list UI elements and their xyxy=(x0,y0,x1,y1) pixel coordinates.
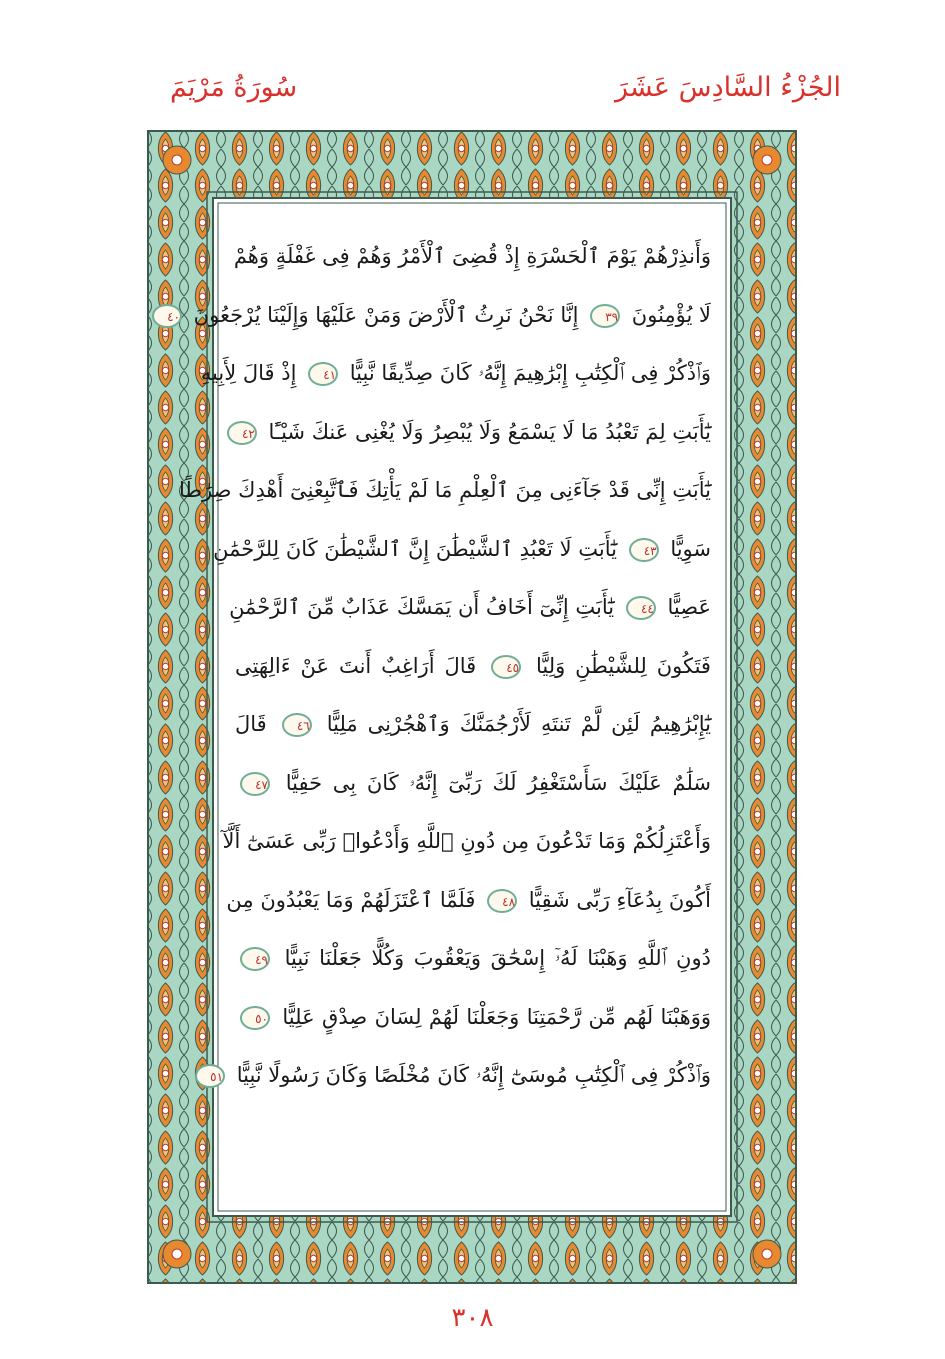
verse-line xyxy=(235,930,711,986)
verse-line xyxy=(235,696,711,752)
verse-text: وَأَنذِرْهُمْ يَوْمَ ٱلْحَسْرَةِ إِذْ قُضِىَ ٱلْأَمْرُ وَهُمْ فِى غَفْلَةٍ وَهُمْ xyxy=(233,244,711,268)
verse-text: وَٱذْكُرْ فِى ٱلْكِتَٰبِ مُوسَىٰٓ إِنَّهُۥ كَانَ مُخْلَصًا وَكَانَ رَسُولًا نَّبِيًّا xyxy=(236,1063,711,1087)
ayah-end-marker: ٤٨ xyxy=(487,889,517,913)
ayah-end-marker: ٣٩ xyxy=(590,304,620,328)
ayah-end-marker: ٥١ xyxy=(195,1064,225,1088)
ayah-end-marker: ٥٠ xyxy=(240,1006,270,1030)
verse-line xyxy=(235,404,711,460)
ayah-end-marker: ٤٥ xyxy=(491,655,521,679)
verse-line xyxy=(213,521,711,577)
verse-text: سَوِيًّا xyxy=(670,536,711,561)
ayah-end-marker: ٤٢ xyxy=(227,421,257,445)
verse-text: أَكُونَ بِدُعَآءِ رَبِّى شَقِيًّا xyxy=(528,887,711,912)
verse-text: دُونِ ٱللَّهِ وَهَبْنَا لَهُۥٓ إِسْحَٰقَ وَيَعْقُوبَ وَكُلًّا جَعَلْنَا نَبِيًّا xyxy=(284,946,711,970)
verse-text: إِنَّا نَحْنُ نَرِثُ ٱلْأَرْضَ وَمَنْ عَلَيْهَا وَإِلَيْنَا يُرْجَعُونَ xyxy=(193,302,579,327)
verse-text: سَلَٰمٌ عَلَيْكَ سَأَسْتَغْفِرُ لَكَ رَبِّىٓ إِنَّهُۥ كَانَ بِى حَفِيًّا xyxy=(285,770,711,795)
verse-text: وَأَعْتَزِلُكُمْ وَمَا تَدْعُونَ مِن دُونِ ٱللَّهِ وَأَدْعُوا۟ رَبِّى عَسَىٰٓ أَلَّآ xyxy=(222,829,711,853)
verse-line xyxy=(178,462,711,518)
surah-title: سُورَةُ مَرْيَمَ xyxy=(170,72,298,103)
verse-line xyxy=(210,1047,711,1103)
ayah-end-marker: ٤٩ xyxy=(240,947,270,971)
verse-line xyxy=(235,755,711,811)
page-number: ٣٠٨ xyxy=(451,1303,494,1333)
verse-line xyxy=(226,872,711,928)
verse-text: لَا يُؤْمِنُونَ xyxy=(631,302,711,327)
verse-line xyxy=(235,989,711,1045)
verse-text: وَوَهَبْنَا لَهُم مِّن رَّحْمَتِنَا وَجَعَلْنَا لَهُمْ لِسَانَ صِدْقٍ عَلِيًّا xyxy=(282,1004,711,1029)
verse-line xyxy=(235,228,711,284)
verse-text: يَٰٓأَبَتِ لَا تَعْبُدِ ٱلشَّيْطَٰنَ إِنَّ ٱلشَّيْطَٰنَ كَانَ لِلرَّحْمَٰنِ xyxy=(213,536,617,561)
verse-text: فَتَكُونَ لِلشَّيْطَٰنِ وَلِيًّا xyxy=(536,653,711,678)
verse-line xyxy=(229,579,711,635)
ayah-end-marker: ٤٠ xyxy=(152,304,182,328)
verse-text: قَالَ أَرَاغِبٌ أَنتَ عَنْ ءَالِهَتِى xyxy=(235,653,477,678)
ayah-end-marker: ٤٧ xyxy=(240,772,270,796)
verse-text: عَصِيًّا xyxy=(667,595,711,619)
ayah-end-marker: ٤٦ xyxy=(282,713,312,737)
verse-text: قَالَ xyxy=(235,712,267,736)
ayah-end-marker: ٤٤ xyxy=(626,596,656,620)
verse-text: يَٰٓأَبَتِ لِمَ تَعْبُدُ مَا لَا يَسْمَعُ وَلَا يُبْصِرُ وَلَا يُغْنِى عَنكَ شَيْـًٔا xyxy=(268,419,711,444)
verse-text: وَٱذْكُرْ فِى ٱلْكِتَٰبِ إِبْرَٰهِيمَ إِنَّهُۥ كَانَ صِدِّيقًا نَّبِيًّا xyxy=(349,361,711,385)
verse-text: فَلَمَّا ٱعْتَزَلَهُمْ وَمَا يَعْبُدُونَ مِن xyxy=(226,887,476,912)
juz-title: الجُزْءُ السَّادِسَ عَشَرَ xyxy=(614,72,841,103)
verse-line xyxy=(235,638,711,694)
verse-text: يَٰٓأَبَتِ إِنِّى قَدْ جَآءَنِى مِنَ ٱلْعِلْمِ مَا لَمْ يَأْتِكَ فَٱتَّبِعْنِىٓ أَهْدِكَ صِرَٰطًا xyxy=(178,478,711,502)
verse-line xyxy=(167,287,711,343)
verse-text: إِذْ قَالَ لِأَبِيهِ xyxy=(200,361,297,385)
quran-text-panel xyxy=(167,206,725,1206)
verse-line xyxy=(200,345,711,401)
ayah-end-marker: ٤٣ xyxy=(629,538,659,562)
verse-text: يَٰٓإِبْرَٰهِيمُ لَئِن لَّمْ تَنتَهِ لَأَرْجُمَنَّكَ وَٱهْجُرْنِى مَلِيًّا xyxy=(326,712,711,736)
ayah-end-marker: ٤١ xyxy=(308,362,338,386)
verse-line xyxy=(222,813,711,869)
verse-text: يَٰٓأَبَتِ إِنِّىٓ أَخَافُ أَن يَمَسَّكَ عَذَابٌ مِّنَ ٱلرَّحْمَٰنِ xyxy=(229,595,615,619)
